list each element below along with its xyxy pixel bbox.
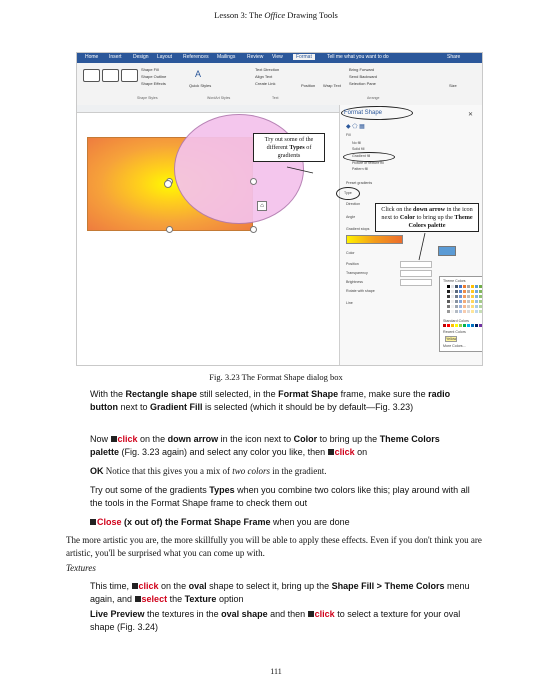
tab-review[interactable]: Review [247,54,264,60]
fill-section[interactable]: Fill [346,133,351,137]
shape-effects-button[interactable]: Shape Effects [141,81,166,86]
direction-label: Direction [346,202,361,206]
tab-insert[interactable]: Insert [109,54,122,60]
type-label[interactable]: Type [344,191,352,195]
preset-label: Preset gradients [346,181,373,185]
pane-title: Format Shape [344,110,383,116]
theme-colors-label: Theme Colors [443,279,466,283]
close-icon[interactable]: ✕ [468,112,474,118]
tab-view[interactable]: View [272,54,283,60]
page-number: 111 [270,667,282,676]
tab-format[interactable]: Format [293,54,315,60]
line-section[interactable]: Line [346,301,353,305]
gradient-fill-radio[interactable]: Gradient fill [352,154,371,158]
share-button[interactable]: Share [447,54,461,60]
group-text: Text [272,96,279,100]
recent-colors-label: Recent Colors [443,330,466,334]
paragraph-7: This time, click on the oval shape to select it, bring up the Shape Fill > Theme Colors menu again, and select the Texture option [90,581,470,604]
mouse-click-icon [132,583,138,589]
standard-colors-label: Standard Colors [443,319,469,323]
callout-text: to bring up the [415,213,455,221]
align-text-button[interactable]: Align Text [255,74,273,79]
group-wordart-styles: WordArt Styles [207,96,231,100]
yellow-tooltip: Yellow [446,337,457,341]
mouse-click-icon [308,611,314,617]
callout-arrows [77,53,482,365]
tab-design[interactable]: Design [133,54,149,60]
tab-mailings[interactable]: Mailings [217,54,236,60]
close-icon [90,519,96,525]
callout-text-end: of gradients [277,143,312,159]
angle-label: Angle [346,215,356,219]
tell-me-box[interactable]: Tell me what you want to do [327,54,389,60]
paragraph-6: The more artistic you are, the more skillfully you will be able to apply these effects. Even if you don't think you are artistic, you'll be surprised what you can come up with. [66,535,482,558]
brightness-label: Brightness [346,280,363,284]
quick-styles-button[interactable]: Quick Styles [189,83,212,88]
callout-text: in the icon next to [381,206,473,221]
paragraph-5: Close (x out of) the Format Shape Frame when you are done [90,516,470,529]
mouse-click-icon [111,436,117,442]
rotate-with-shape-checkbox[interactable]: Rotate with shape [346,289,375,293]
position-label: Position [346,262,359,266]
tab-references[interactable]: References [183,54,209,60]
more-colors-link[interactable]: More Colors... [443,344,466,348]
header-office: Office [264,10,286,20]
layout-options-icon[interactable]: ⌂ [257,201,267,211]
callout-bold: down arrow [413,206,446,213]
word-screenshot [76,52,483,366]
callout-text: Try out some of the different [264,136,314,151]
picture-fill-option[interactable]: Picture or texture fill [352,161,384,165]
create-link-button[interactable]: Create Link [255,81,276,86]
tab-home[interactable]: Home [85,54,99,60]
size-button[interactable]: Size [449,83,457,88]
shape-outline-button[interactable]: Shape Outline [141,74,167,79]
text-direction-button[interactable]: Text Direction [255,67,280,72]
callout-bold: Theme Colors palette [408,213,473,229]
running-header [0,10,552,20]
selection-pane-button[interactable]: Selection Pane [349,81,376,86]
fill-line-icon[interactable]: ◆ ⬠ ▦ [346,124,365,130]
callout-bold: Color [399,213,416,221]
wrap-text-button[interactable]: Wrap Text [323,83,341,88]
group-shape-styles: Shape Styles [137,96,158,100]
solid-fill-option[interactable]: Solid fill [352,147,365,151]
no-fill-option[interactable]: No fill [352,141,361,145]
gradient-stops-label: Gradient stops [346,227,370,231]
transparency-label: Transparency [346,271,368,275]
callout-bold: Types [289,143,305,151]
position-button[interactable]: Position [301,83,316,88]
shape-fill-button[interactable]: Shape Fill [141,67,159,72]
callout-text: Click on the [381,206,414,213]
paragraph-2: Now click on the down arrow in the icon next to Color to bring up the Theme Colors palette (Fig. 3.23 again) and select any color you like, then click on [90,434,440,457]
paragraph-3: OK Notice that this gives you a mix of two colors in the gradient. [90,466,327,476]
pattern-fill-option[interactable]: Pattern fill [352,167,368,171]
bring-forward-button[interactable]: Bring Forward [349,67,375,72]
paragraph-1: With the Rectangle shape still selected, in the Format Shape frame, make sure the radio button next to Gradient Fill is selected (which it should be by default—Fig. 3.23) [90,389,451,412]
mouse-click-icon [328,449,334,455]
paragraph-4: Try out some of the gradients Types when you combine two colors like this; play around with all the tools in the Format Shape frame to check them out [90,485,470,508]
tab-layout[interactable]: Layout [157,54,173,60]
group-arrange: Arrange [367,96,380,100]
header-text: Lesson 3: The [214,10,265,20]
header-text-end: Drawing Tools [285,10,338,20]
send-backward-button[interactable]: Send Backward [349,74,378,79]
mouse-click-icon [135,596,141,602]
wordart-a-icon[interactable]: A [195,69,202,79]
color-label: Color [346,251,355,255]
figure-caption: Fig. 3.23 The Format Shape dialog box [209,372,343,382]
textures-heading: Textures [66,563,96,573]
paragraph-8: Live Preview the textures in the oval shape and then click to select a texture for your oval shape (Fig. 3.24) [90,609,461,632]
